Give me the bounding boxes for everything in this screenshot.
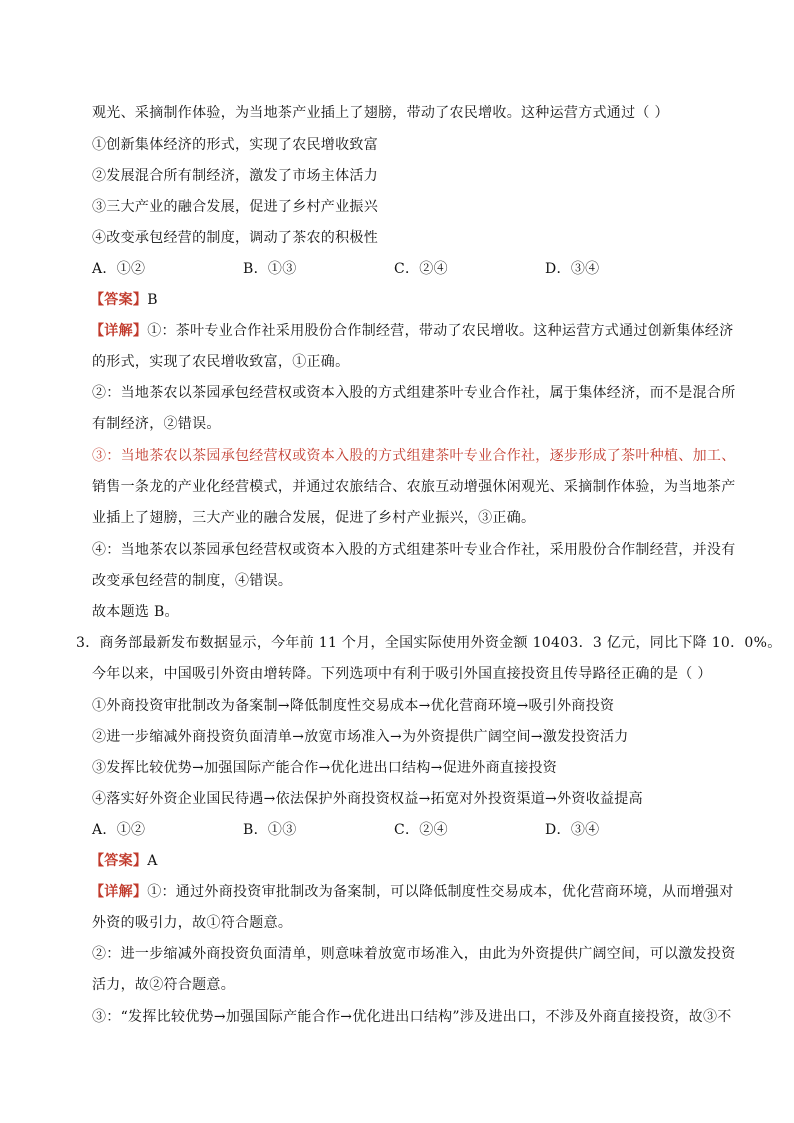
q3-number: 3． [76,635,100,651]
q2-option-1: ①创新集体经济的形式，实现了农民增收致富 [92,137,378,153]
q2-detail-1b: 的形式，实现了农民增收致富，①正确。 [92,354,350,370]
q3-detail-1a: ①：通过外商投资审批制改为备案制，可以降低制度性交易成本，优化营商环境，从而增强对 [147,884,734,900]
q2-detail-3c: 业插上了翅膀，三大产业的融合发展，促进了乡村产业振兴，③正确。 [92,510,536,526]
q3-option-3: ③发挥比较优势→加强国际产能合作→优化进出口结构→促进外商直接投资 [92,760,558,776]
q3-detail-tag: 【详解】 [90,884,148,900]
q2-detail-2a: ②：当地茶农以茶园承包经营权或资本入股的方式组建茶叶专业合作社，属于集体经济，而不是混合所 [92,385,736,401]
q3-detail-3a: ③：“发挥比较优势→加强国际产能合作→优化进出口结构”涉及进出口，不涉及外商直接投资，故③不 [92,1009,732,1025]
q3-detail-1b: 外资的吸引力，故①符合题意。 [92,915,293,931]
q2-detail-4b: 改变承包经营的制度，④错误。 [92,573,293,589]
q3-detail-2a: ②：进一步缩减外商投资负面清单，则意味着放宽市场准入，由此为外资提供广阔空间，可以激发投资 [92,946,736,962]
q3-option-1: ①外商投资审批制改为备案制→降低制度性交易成本→优化营商环境→吸引外商投资 [92,698,615,714]
q2-choice-a: A．①② [92,261,146,277]
q2-choices [92,259,732,279]
q3-answer [90,851,730,871]
q2-detail-2b: 有制经济，②错误。 [92,416,221,432]
q2-detail-tag: 【详解】 [90,323,148,339]
q2-choice-d: D．③④ [545,261,600,277]
q2-answer [90,290,730,310]
q3-stem-1 [76,633,782,653]
q3-option-4: ④落实好外资企业国民待遇→依法保护外商投资权益→拓宽对外投资渠道→外资收益提高 [92,791,643,807]
q3-stem-2: 今年以来，中国吸引外资由增转降。下列选项中有利于吸引外国直接投资且传导路径正确的是（ ） [92,666,712,682]
q3-choice-b: B．①③ [243,822,297,838]
q2-option-3: ③三大产业的融合发展，促进了乡村产业振兴 [92,199,378,215]
q3-choice-c: C．②④ [394,822,448,838]
q2-option-2: ②发展混合所有制经济，激发了市场主体活力 [92,168,378,184]
q2-answer-value: B [147,292,158,308]
q2-detail-4a: ④：当地茶农以茶园承包经营权或资本入股的方式组建茶叶专业合作社，采用股份合作制经营，并没有 [92,542,736,558]
q2-choice-c: C．②④ [394,261,448,277]
q3-detail-2b: 活力，故②符合题意。 [92,977,235,993]
q2-detail-3a: ③：当地茶农以茶园承包经营权或资本入股的方式组建茶叶专业合作社，逐步形成了茶叶种植、加工、 [92,448,736,464]
q3-stem-1-text: 商务部最新发布数据显示，今年前 11 个月，全国实际使用外资金额 10403．3 亿元，同比下降 10．0%。 [99,635,782,651]
q3-answer-value: A [147,853,158,869]
q2-answer-tag: 【答案】 [90,292,148,308]
q3-option-2: ②进一步缩减外商投资负面清单→放宽市场准入→为外资提供广阔空间→激发投资活力 [92,729,629,745]
q3-choices [92,820,732,840]
q3-detail-1 [90,882,734,902]
q2-detail-1a: ①：茶叶专业合作社采用股份合作制经营，带动了农民增收。这种运营方式通过创新集体经济 [147,323,734,339]
q3-answer-tag: 【答案】 [90,853,148,869]
q3-choice-d: D．③④ [545,822,600,838]
q3-choice-a: A．①② [92,822,146,838]
q2-option-4: ④改变承包经营的制度，调动了茶农的积极性 [92,230,378,246]
q2-stem-tail: 观光、采摘制作体验，为当地茶产业插上了翅膀，带动了农民增收。这种运营方式通过（ ） [92,105,669,121]
q2-detail-3b: 销售一条龙的产业化经营模式，并通过农旅结合、农旅互动增强休闲观光、采摘制作体验，为当地茶产 [92,479,736,495]
q2-conclusion: 故本题选 B。 [92,604,179,620]
q2-detail-1 [90,321,734,341]
q2-choice-b: B．①③ [243,261,297,277]
